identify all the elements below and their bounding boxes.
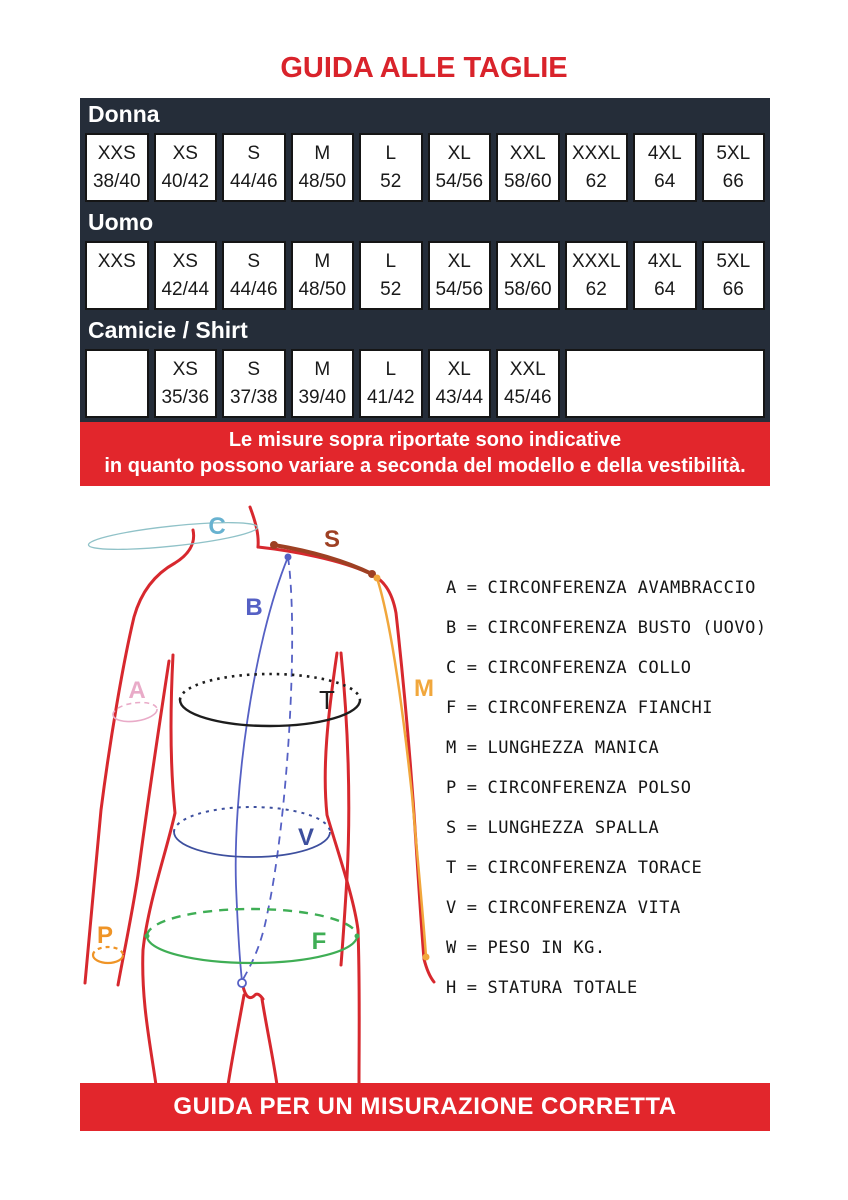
size-cell [154,241,218,310]
size-cell [85,241,149,310]
size-label: M [314,359,331,380]
size-range: 48/50 [298,171,347,192]
legend-label: CIRCONFERENZA TORACE [487,858,703,878]
legend-item [446,728,767,768]
legend-separator: = [466,698,478,718]
size-cell [565,133,629,202]
legend-item [446,928,767,968]
size-label: XL [447,143,471,164]
size-label: XXL [509,143,546,164]
neck-ellipse [87,517,258,555]
size-cell [291,133,355,202]
legend-separator: = [466,938,478,958]
mark-label-m: M [414,675,434,702]
notice-banner [80,422,770,486]
notice-line-1: Le misure sopra riportate sono indicative [228,429,622,451]
size-range: 44/46 [229,279,278,300]
legend-separator: = [466,658,478,678]
mark-label-c: C [208,513,226,540]
size-range [88,276,146,304]
size-label: L [385,143,397,164]
legend-label: CIRCONFERENZA BUSTO (UOVO) [487,618,767,638]
legend-letter: H [446,978,457,998]
section-header-uomo [80,206,770,238]
size-range [88,384,146,412]
footer-banner [80,1083,770,1131]
legend-letter: F [446,698,457,718]
legend-item [446,768,767,808]
wrist-ellipse [93,947,123,963]
legend-separator: = [466,818,478,838]
size-cell [222,241,286,310]
legend-label: CIRCONFERENZA AVAMBRACCIO [487,578,756,598]
legend-label: CIRCONFERENZA FIANCHI [487,698,713,718]
size-label: XS [172,143,198,164]
size-label: L [385,359,397,380]
legend-separator: = [466,618,478,638]
size-label: XL [447,359,471,380]
size-range: 62 [585,171,607,192]
mark-label-p: P [96,922,114,949]
size-row-uomo [80,238,770,314]
forearm-ellipse [113,702,157,721]
size-range: 35/36 [161,387,210,408]
legend-letter: S [446,818,457,838]
legend-label: CIRCONFERENZA POLSO [487,778,692,798]
mark-label-a: A [128,677,146,704]
size-range: 40/42 [161,171,210,192]
size-cell [428,241,492,310]
size-range: 52 [380,279,402,300]
section-label: Camicie / Shirt [88,317,248,343]
size-cell [428,133,492,202]
legend-letter: V [446,898,457,918]
size-cell [222,349,286,418]
legend-letter: M [446,738,457,758]
size-label: XS [172,359,198,380]
mark-label-b: B [245,594,263,621]
size-range: 44/46 [229,171,278,192]
size-label: XXL [509,251,546,272]
size-label: S [247,143,261,164]
size-cell [702,133,766,202]
legend-label: STATURA TOTALE [487,978,638,998]
size-range: 54/56 [435,171,484,192]
section-header-donna [80,98,770,130]
notice-line-2: in quanto possono variare a seconda del modello e della vestibilità. [104,455,746,477]
size-label: XXS [97,143,136,164]
size-label: XXL [509,359,546,380]
size-label: L [385,251,397,272]
size-range: 42/44 [161,279,210,300]
size-label: XL [447,251,471,272]
size-range: 64 [654,279,676,300]
size-cell [154,133,218,202]
size-cell-empty [85,349,149,418]
mark-label-v: V [297,824,315,851]
size-cell [359,349,423,418]
legend-item [446,808,767,848]
size-cell [291,349,355,418]
size-label: XXXL [571,143,621,164]
sleeve-line [374,575,430,961]
legend-separator: = [466,578,478,598]
mark-label-t: T [319,685,335,715]
size-cell [154,349,218,418]
size-label: XXXL [571,251,621,272]
legend-item [446,968,767,1008]
size-range: 66 [722,171,744,192]
size-range: 43/44 [435,387,484,408]
size-cell [633,133,697,202]
size-range: 45/46 [503,387,552,408]
hips-ellipse [145,909,360,963]
size-label: XXS [97,251,136,272]
size-range: 62 [585,279,607,300]
size-label: 5XL [716,251,751,272]
size-cell [428,349,492,418]
size-cell [633,241,697,310]
measurement-legend [446,568,767,1008]
legend-label: CIRCONFERENZA COLLO [487,658,692,678]
bust-loop [236,554,292,988]
legend-separator: = [466,738,478,758]
size-cell [702,241,766,310]
mark-label-s: S [323,526,341,553]
legend-letter: A [446,578,457,598]
page-title: GUIDA ALLE TAGLIE [280,52,568,84]
legend-item [446,888,767,928]
size-cell [496,133,560,202]
size-label: 4XL [647,143,682,164]
size-label: M [314,251,331,272]
footer-text: GUIDA PER UN MISURAZIONE CORRETTA [173,1093,677,1120]
size-cell [496,349,560,418]
legend-letter: P [446,778,457,798]
legend-item [446,688,767,728]
size-range: 66 [722,279,744,300]
legend-letter: W [446,938,457,958]
size-cell-blank-wide [565,349,766,418]
legend-letter: C [446,658,457,678]
legend-letter: B [446,618,457,638]
legend-item [446,848,767,888]
size-range: 39/40 [298,387,347,408]
size-label: 4XL [647,251,682,272]
size-cell [496,241,560,310]
size-range: 58/60 [503,171,552,192]
size-cell [359,133,423,202]
legend-label: CIRCONFERENZA VITA [487,898,681,918]
size-label: S [247,251,261,272]
legend-label: LUNGHEZZA MANICA [487,738,660,758]
size-row-donna [80,130,770,206]
size-label: S [247,359,261,380]
size-range: 64 [654,171,676,192]
mark-label-f: F [311,928,327,955]
size-cell [222,133,286,202]
size-cell [291,241,355,310]
legend-separator: = [466,978,478,998]
size-range: 41/42 [366,387,415,408]
size-label: M [314,143,331,164]
size-range: 54/56 [435,279,484,300]
size-label: XS [172,251,198,272]
section-label: Uomo [88,209,154,235]
size-range: 58/60 [503,279,552,300]
legend-label: LUNGHEZZA SPALLA [487,818,660,838]
size-range: 37/38 [229,387,278,408]
size-range: 38/40 [92,171,141,192]
legend-item [446,608,767,648]
legend-item [446,568,767,608]
size-label [88,356,146,384]
size-tables [80,98,770,486]
size-row-camicie [80,346,770,422]
size-label: 5XL [716,143,751,164]
legend-item [446,648,767,688]
body-measurement-diagram [70,495,440,1085]
size-range: 52 [380,171,402,192]
legend-separator: = [466,858,478,878]
size-cell [85,133,149,202]
legend-letter: T [446,858,457,878]
size-cell [359,241,423,310]
section-header-camicie [80,314,770,346]
legend-label: PESO IN KG. [487,938,606,958]
size-cell [565,241,629,310]
section-label: Donna [88,101,160,127]
size-range: 48/50 [298,279,347,300]
legend-separator: = [466,898,478,918]
legend-separator: = [466,778,478,798]
